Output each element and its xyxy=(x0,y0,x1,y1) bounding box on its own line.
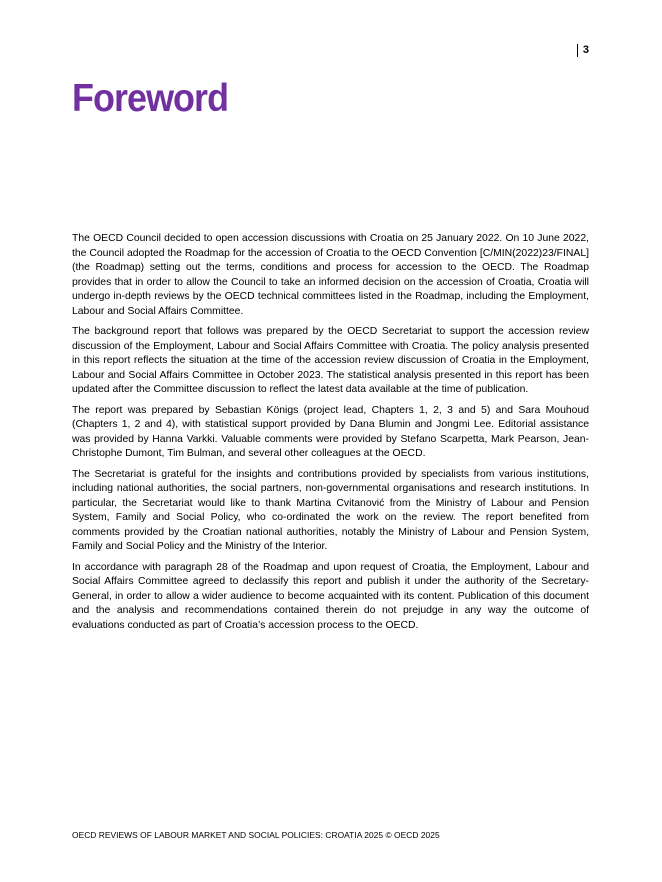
paragraph-background-report: The background report that follows was prepared by the OECD Secretariat to support the accession review discussion of the Employment, Labour and Social Affairs Committee with Croatia. The policy analysis presented in this report reflects the situation at the time of the accession review discussion of Croatia in the Employment, Labour and Social Affairs Committee in October 2023. The statistical analysis presented in this report has been updated after the Committee discussion to reflect the latest data available at the time of publication. xyxy=(72,326,589,395)
page-number: 3 xyxy=(577,44,589,57)
paragraph-acknowledgements: The Secretariat is grateful for the insights and contributions provided by specialists from various institutions, including national authorities, the social partners, non-governmental organisations and research institutions. In particular, the Secretariat would like to thank Martina Cvitanović from the Ministry of Labour and Pension System, Family and Social Policy, who co-ordinated the work on the review. The report benefited from comments provided by the Croatian national authorities, notably the Ministry of Labour and Pension System, Family and Social Policy and the Ministry of the Interior. xyxy=(72,468,589,552)
paragraph-declassification: In accordance with paragraph 28 of the Roadmap and upon request of Croatia, the Employment, Labour and Social Affairs Committee agreed to declassify this report and publish it under the authority of the Secretary-General, in order to allow a wider audience to become acquainted with its content. Publication of this document and the analysis and recommendations contained therein do not prejudge in any way the outcome of evaluations conducted as part of Croatia’s accession process to the OECD. xyxy=(72,561,589,631)
paragraph-accession: The OECD Council decided to open accession discussions with Croatia on 25 January 2022. On 10 June 2022, the Council adopted the Roadmap for the accession of Croatia to the OECD Convention [C/MIN(2022)23/FINAL] (the Roadmap) setting out the terms, conditions and process for accession to the OECD. The Roadmap provides that in order to allow the Council to take an informed decision on the accession of Croatia, Croatia will undergo in-depth reviews by the OECD technical committees listed in the Roadmap, including the Employment, Labour and Social Affairs Committee. xyxy=(72,233,589,317)
page-footer: OECD REVIEWS OF LABOUR MARKET AND SOCIAL POLICIES: CROATIA 2025 © OECD 2025 xyxy=(72,830,440,840)
body-text xyxy=(72,232,589,639)
paragraph-authors: The report was prepared by Sebastian Königs (project lead, Chapters 1, 2, 3 and 5) and Sara Mouhoud (Chapters 1, 2 and 4), with statistical support provided by Dana Blumin and Jongmi Lee. Editorial assistance was provided by Hanna Varkki. Valuable comments were provided by Stefano Scarpetta, Mark Pearson, Jean-Christophe Dumont, Tim Bulman, and several other colleagues at the OECD. xyxy=(72,404,589,459)
page-title: Foreword xyxy=(72,77,229,120)
